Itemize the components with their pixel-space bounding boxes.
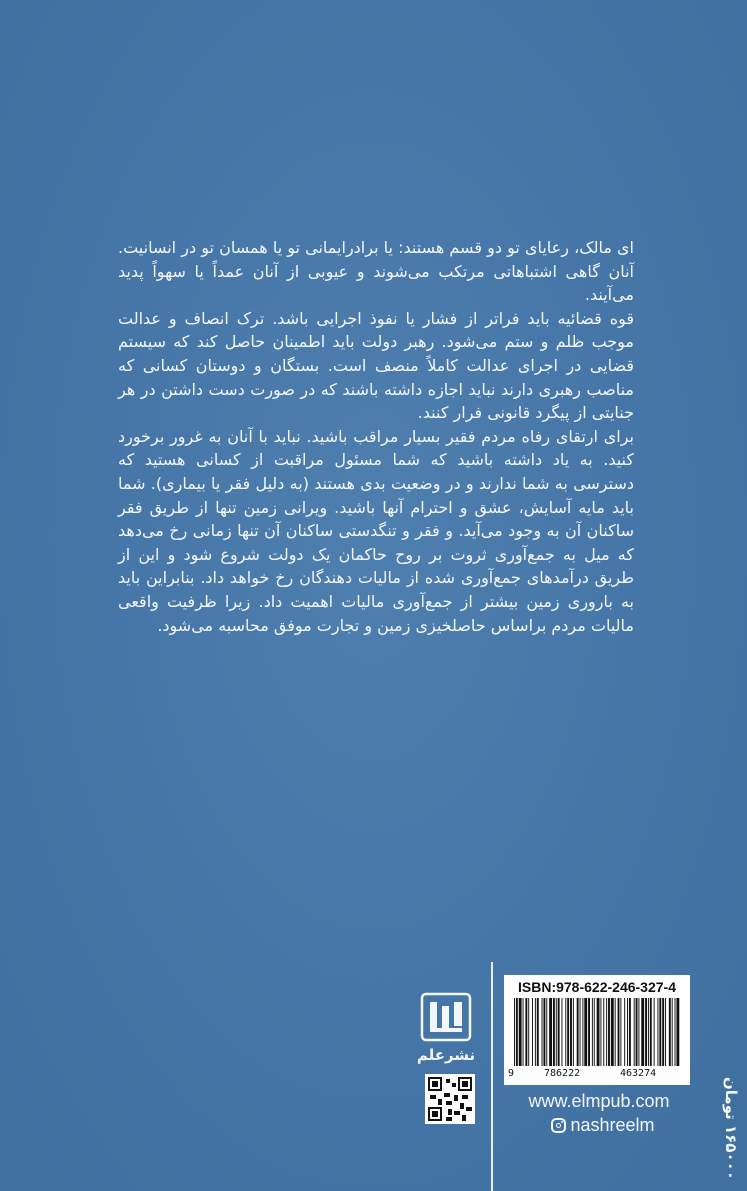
publisher-instagram[interactable]: [518, 1115, 688, 1136]
paragraph-3: برای ارتقای رفاه مردم فقیر بسیار مراقب باشید. نباید با آنان به غرور برخورد کنید. به یاد داشته باشید که شما مسئول مراقبت از کسانی هستید که دسترسی به شما ندارند و در وضعیت بدی هستند (به دلیل فقر یا بیماری). شما باید مایه آسایش، عشق و احترام آنها باشید. ویرانی زمین تنها از طریق فقر ساکنان آن به وجود می‌آید. و فقر و تنگدستی ساکنان آن تنها زمانی رخ می‌دهد که میل به جمع‌آوری ثروت بر روح حاکمان یک دولت شروع شود و این از طریق درآمدهای جمع‌آوری شده از مالیات دهندگان رخ خواهد داد. بنابراین باید به باروری زمین بیشتر از جمع‌آوری مالیات اهمیت داد. زیرا ظرفیت واقعی مالیات مردم براساس حاصلخیزی زمین و تجارت موفق محاسبه می‌شود.: [118, 426, 634, 635]
vertical-divider: [491, 962, 493, 1191]
barcode-digits-left: 786222: [544, 1068, 581, 1079]
barcode-bars: [508, 998, 686, 1066]
paragraph-1: ای مالک، رعایای تو دو قسم هستند: یا برادرایمانی تو یا همسان تو در انسانیت. آنان گاهی اشتباهاتی مرتکب می‌شوند و عیوبی از آنان عمداً یا سهواً پدید می‌آیند.: [118, 238, 634, 305]
paragraph-2: قوه قضائیه باید فراتر از فشار یا نفوذ اجرایی باشد. ترک انصاف و عدالت موجب ظلم و ستم می‌شود. رهبر دولت باید اطمینان حاصل کند که سیستم قضایی در اجرای عدالت کاملاً منصف است. بستگان و دوستان کسانی که مناصب رهبری دارند نباید اجازه داشته باشند که در صورت دست داشتن در هر جنایتی از پیگرد قانونی فرار کنند.: [118, 308, 634, 423]
isbn-label: ISBN:978-622-246-327-4: [518, 979, 676, 995]
price-label: ۱۶۵۰۰۰ تومان: [722, 1077, 740, 1180]
publisher-logo-icon: [419, 992, 473, 1042]
instagram-icon: [551, 1118, 566, 1133]
qr-code-icon: [425, 1074, 475, 1124]
isbn-barcode: [504, 975, 690, 1085]
publisher-website[interactable]: www.elmpub.com: [528, 1091, 670, 1111]
instagram-handle: nashreelm: [570, 1115, 655, 1135]
publisher-name: نشرعلم: [416, 1046, 476, 1064]
barcode-digits-right: 463274: [620, 1068, 657, 1079]
barcode-digits: [508, 1066, 686, 1082]
barcode-digit-lead: 9: [508, 1068, 515, 1079]
back-cover-text: [118, 236, 634, 637]
